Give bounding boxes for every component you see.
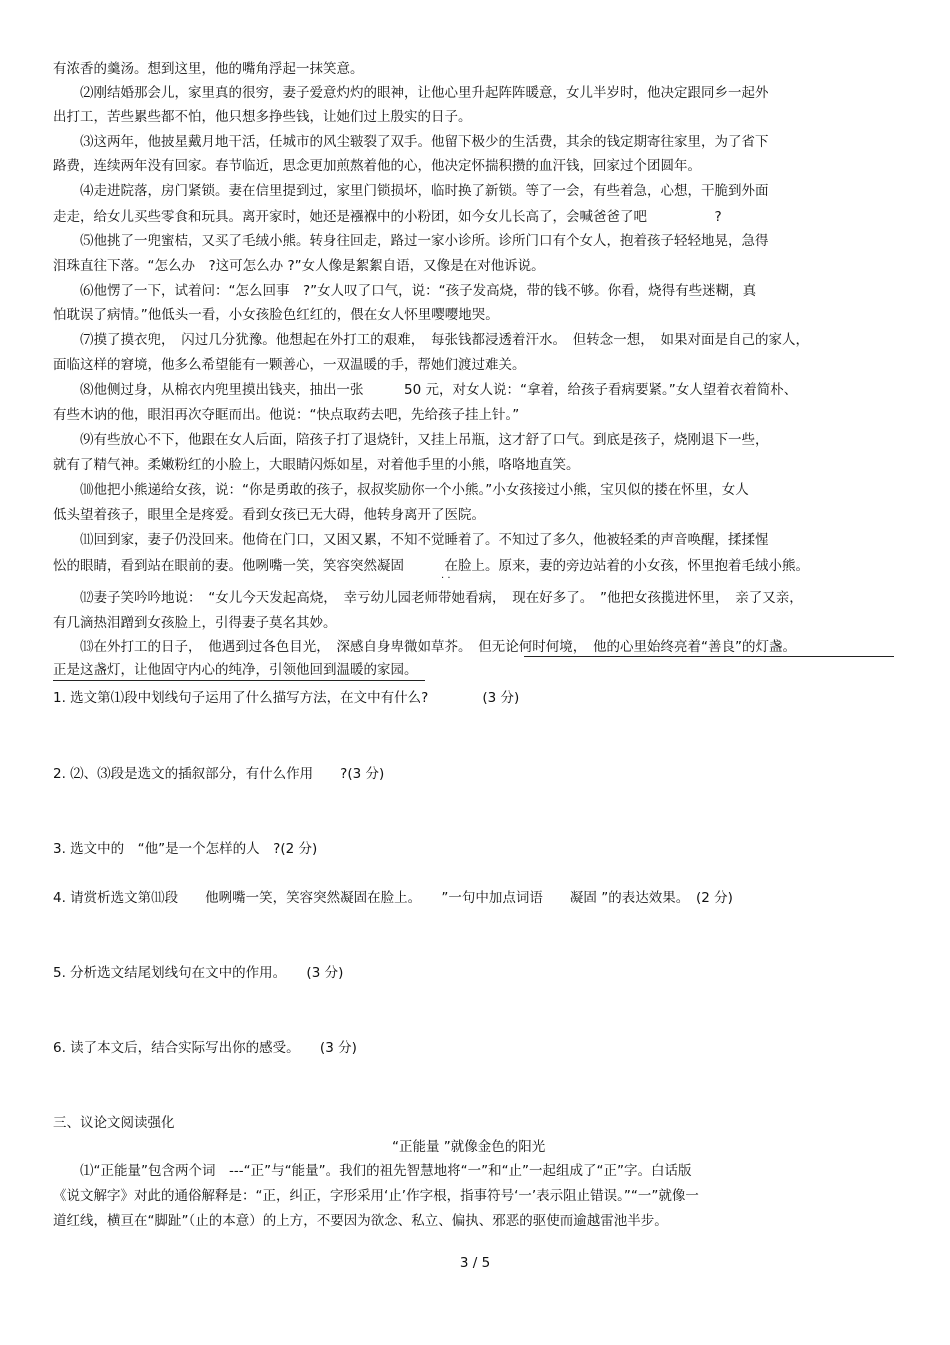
question-5: 5. 分析选文结尾划线句在文中的作用。 (3 分) — [53, 965, 344, 981]
story-line-9: ⑹他愣了一下，试着问：“怎么回事 ?”女人叹了口气，说：“孩子发高烧，带的钱不够。你看，烧得有些迷糊，真 — [80, 283, 757, 299]
essay-title: “正能量 ”就像金色的阳光 — [392, 1139, 546, 1155]
question-4: 4. 请赏析选文第⑾段 他咧嘴一笑，笑容突然凝固在脸上。 ”一句中加点词语 凝固 ”的表达效果。 (2 分) — [53, 890, 733, 906]
story-line-12: 面临这样的窘境，他多么希望能有一颗善心，一双温暖的手，帮她们渡过难关。 — [53, 357, 526, 373]
underline-2 — [53, 680, 425, 681]
underline-1 — [524, 656, 894, 657]
story-line-23: ⒀在外打工的日子， 他遇到过各色目光， 深感自身卑微如草芥。 但无论何时何境， 他的心里始终亮着“善良”的灯盏。 — [80, 639, 796, 655]
story-line-11: ⑺摸了摸衣兜， 闪过几分犹豫。他想起在外打工的艰难， 每张钱都浸透着汗水。 但转念一想， 如果对面是自己的家人， — [80, 332, 809, 348]
essay-line-2: 道红线，横亘在“脚趾”（止的本意）的上方，不要因为欲念、私立、偏执、邪恶的驱使而逾越雷池半步。 — [53, 1213, 668, 1229]
essay-line-0: ⑴“正能量”包含两个词 ---“正”与“能量”。我们的祖先智慧地将“一”和“止”一起组成了“正”字。白话版 — [80, 1163, 692, 1179]
story-line-3: ⑶这两年，他披星戴月地干活，任城市的风尘皲裂了双手。他留下极少的生活费，其余的钱定期寄往家里，为了省下 — [80, 134, 769, 150]
story-line-17: ⑽他把小熊递给女孩，说：“你是勇敢的孩子，叔叔奖励你一个小熊。”小女孩接过小熊，宝贝似的搂在怀里，女人 — [80, 482, 749, 498]
page-number: 3 / 5 — [459, 1255, 491, 1271]
story-line-1: ⑵刚结婚那会儿，家里真的很穷，妻子爱意灼灼的眼神，让他心里升起阵阵暖意，女儿半岁时，他决定跟同乡一起外 — [80, 85, 769, 101]
story-line-6: 走走，给女儿买些零食和玩具。离开家时，她还是襁褓中的小粉团，如今女儿长高了，会喊爸爸了吧 ? — [53, 209, 722, 225]
story-line-8: 泪珠直往下落。“怎么办 ?这可怎么办 ?”女人像是絮絮自语，又像是在对他诉说。 — [53, 258, 545, 274]
story-line-0: 有浓香的羹汤。想到这里，他的嘴角浮起一抹笑意。 — [53, 61, 364, 77]
question-6: 6. 读了本文后，结合实际写出你的感受。 (3 分) — [53, 1040, 357, 1056]
story-line-24: 正是这盏灯，让他固守内心的纯净，引领他回到温暖的家园。 — [53, 662, 418, 678]
story-line-16: 就有了精气神。柔嫩粉红的小脸上，大眼睛闪烁如星，对着他手里的小熊，咯咯地直笑。 — [53, 457, 580, 473]
story-line-5: ⑷走进院落，房门紧锁。妻在信里提到过，家里门锁损坏，临时换了新锁。等了一会，有些着急，心想，干脆到外面 — [80, 183, 769, 199]
story-line-14: 有些木讷的他，眼泪再次夺眶而出。他说：“快点取药去吧，先给孩子挂上针。” — [53, 407, 520, 423]
story-line-21: ⑿妻子笑吟吟地说： “女儿今天发起高烧， 幸亏幼儿园老师带她看病， 现在好多了。 ”他把女孩揽进怀里， 亲了又亲， — [80, 590, 803, 606]
story-line-15: ⑼有些放心不下，他跟在女人后面，陪孩子打了退烧针，又挂上吊瓶，这才舒了口气。到底是孩子，烧刚退下一些， — [80, 432, 769, 448]
story-line-19: ⑾回到家，妻子仍没回来。他倚在门口，又困又累，不知不觉睡着了。不知过了多久，他被轻柔的声音唤醒，揉揉惺 — [80, 532, 769, 548]
story-line-22: 有几滴热泪蹭到女孩脸上，引得妻子莫名其妙。 — [53, 615, 337, 631]
story-line-10: 怕耽误了病情。”他低头一看，小女孩脸色红红的，偎在女人怀里嘤嘤地哭。 — [53, 307, 499, 323]
question-1: 1. 选文第⑴段中划线句子运用了什么描写方法，在文中有什么? (3 分) — [53, 690, 520, 706]
question-2: 2. ⑵、⑶段是选文的插叙部分，有什么作用 ?(3 分) — [53, 766, 385, 782]
emphasis-dots: · · — [441, 573, 451, 584]
story-line-18: 低头望着孩子，眼里全是疼爱。看到女孩已无大碍，他转身离开了医院。 — [53, 507, 485, 523]
story-line-2: 出打工，苦些累些都不怕，他只想多挣些钱，让她们过上殷实的日子。 — [53, 109, 472, 125]
story-line-4: 路费，连续两年没有回家。春节临近，思念更加煎熬着他的心，他决定怀揣积攒的血汗钱，回家过个团圆年。 — [53, 158, 701, 174]
essay-line-1: 《说文解字》对此的通俗解释是：“正，纠正，字形采用‘止’作字根，指事符号‘一’表示阻止错误。”“一”就像一 — [53, 1188, 699, 1204]
question-3: 3. 选文中的 “他”是一个怎样的人 ?(2 分) — [53, 841, 318, 857]
story-line-13: ⑻他侧过身，从棉衣内兜里摸出钱夹，抽出一张 50 元，对女人说：“拿着，给孩子看病要紧。”女人望着衣着简朴、 — [80, 382, 798, 398]
story-line-20: 忪的眼睛，看到站在眼前的妻。他咧嘴一笑，笑容突然凝固 在脸上。原来，妻的旁边站着的小女孩，怀里抱着毛绒小熊。 — [53, 558, 809, 574]
section-heading: 三、议论文阅读强化 — [53, 1115, 175, 1131]
story-line-7: ⑸他挑了一兜蜜桔，又买了毛绒小熊。转身往回走，路过一家小诊所。诊所门口有个女人，抱着孩子轻轻地晃，急得 — [80, 233, 769, 249]
